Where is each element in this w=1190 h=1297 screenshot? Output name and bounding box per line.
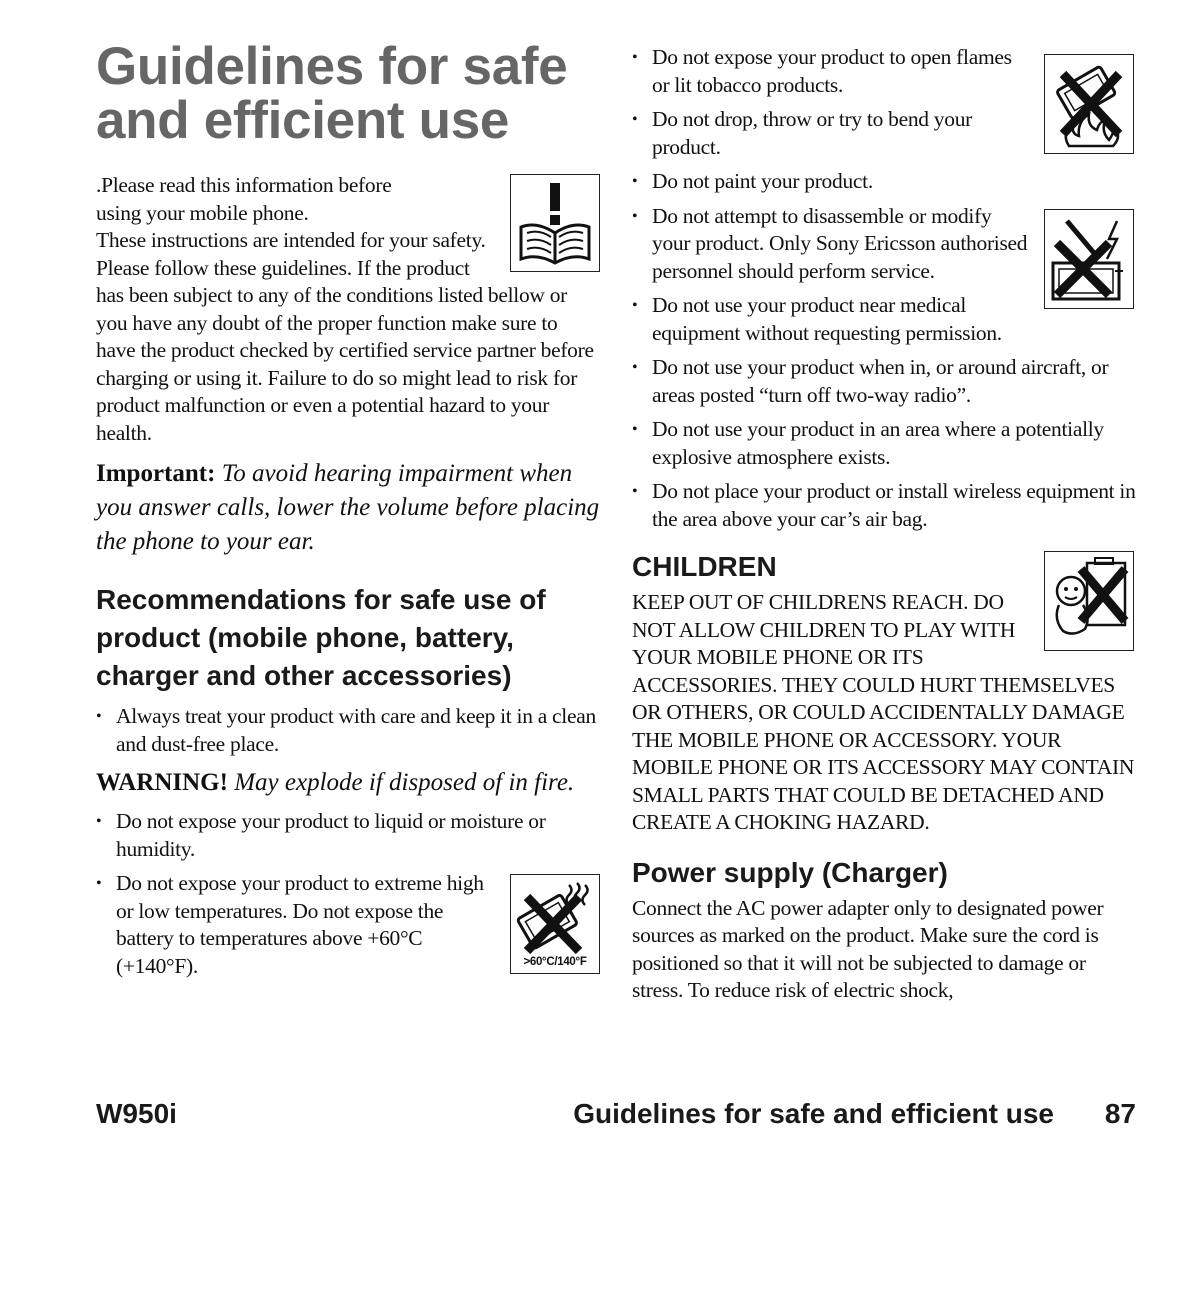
warning-label: WARNING!: [96, 769, 228, 796]
list-item: • Do not paint your product.: [632, 168, 1137, 196]
recommendations-heading: Recommendations for safe use of product (mobile phone, battery, charger and other accessories): [96, 584, 546, 691]
children-text: KEEP OUT OF CHILDRENS REACH. DO NOT ALLOW CHILDREN TO PLAY WITH YOUR MOBILE PHONE OR ITS ACCESSORIES. THEY COULD HURT THEMSELVES OR OTHERS, OR COULD ACCIDENTALLY DAMAGE THE MOBILE PHONE OR ACCESSORY. YOUR MOBILE PHONE OR ITS ACCESSORY MAY CONTAIN SMALL PARTS THAT COULD BE DETACHED AND CREATE A CHOKING HAZARD.: [632, 590, 1135, 834]
recommendations-list-2: [96, 808, 600, 980]
children-heading: CHILDREN: [632, 551, 777, 582]
power-section: [632, 855, 1137, 1005]
list-item: • Do not use your product in an area where a potentially explosive atmosphere exists.: [632, 416, 1137, 471]
list-item: [632, 203, 1137, 286]
list-item-text: Do not expose your product to open flames or lit tobacco products.: [652, 45, 1012, 97]
list-item: [632, 44, 1137, 99]
footer-model: W950i: [96, 1098, 177, 1129]
page-footer: [96, 1098, 1140, 1138]
power-heading: Power supply (Charger): [632, 856, 948, 888]
temperature-warning-icon: [510, 874, 600, 974]
warning-text: May explode if disposed of in fire.: [234, 769, 575, 796]
intro-line1: .Please read this information before: [96, 173, 392, 197]
list-item: • Do not place your product or install wireless equipment in the area above your car’s air bag.: [632, 478, 1137, 533]
read-manual-icon: [510, 174, 600, 272]
page-title-line1: Guidelines for safe: [96, 37, 568, 96]
important-text: To avoid hearing impairment when you answer calls, lower the volume before placing the phone to your ear.: [96, 460, 600, 555]
page-title-line2: and efficient use: [96, 91, 510, 150]
temperature-icon-label: • >60°C/140°F: [523, 956, 587, 968]
important-note: [96, 457, 600, 559]
children-section: [632, 549, 1137, 837]
page-title: [96, 37, 600, 150]
no-children-icon: [1044, 551, 1134, 651]
recommendations-list-1: [96, 703, 600, 758]
list-item-text: Do not attempt to disassemble or modify your product. Only Sony Ericsson authorised personnel should perform service.: [652, 203, 1028, 283]
list-item: • Do not use your product when in, or around aircraft, or areas posted “turn off two-way radio”.: [632, 354, 1137, 409]
list-item: [96, 870, 600, 980]
right-column: [632, 44, 1137, 1005]
list-item: • Do not drop, throw or try to bend your product.: [632, 106, 1137, 161]
list-item: • Do not expose your product to liquid or moisture or humidity.: [96, 808, 600, 863]
power-text: Connect the AC power adapter only to designated power sources as marked on the product. Make sure the cord is positioned so that it will not be subjected to damage or stress. To reduce risk of electric shock,: [632, 895, 1104, 1002]
list-item: • Do not use your product near medical equipment without requesting permission.: [632, 292, 1137, 347]
footer-running-title: Guidelines for safe and efficient use: [573, 1098, 1054, 1129]
list-item-text: Do not expose your product to extreme high or low temperatures. Do not expose the battery to temperatures above +60°C (+140°F).: [116, 871, 484, 978]
warning-note: [96, 766, 600, 800]
safety-bullet-list: [632, 44, 1137, 533]
intro-rest: These instructions are intended for your safety. Please follow these guidelines. If the product has been subject to any of the conditions listed bellow or you have any doubt of the proper function make sure to have the product checked by certified service partner before charging or using it. Failure to do so might lead to risk for product malfunction or even a potential hazard to your health.: [96, 228, 594, 445]
intro-line2: using your mobile phone.: [96, 200, 309, 225]
list-item: • Always treat your product with care and keep it in a clean and dust-free place.: [96, 703, 600, 758]
important-label: Important:: [96, 460, 216, 487]
footer-page-number: 87: [1104, 1098, 1136, 1129]
intro-section: [96, 172, 600, 447]
left-column: [96, 37, 600, 987]
